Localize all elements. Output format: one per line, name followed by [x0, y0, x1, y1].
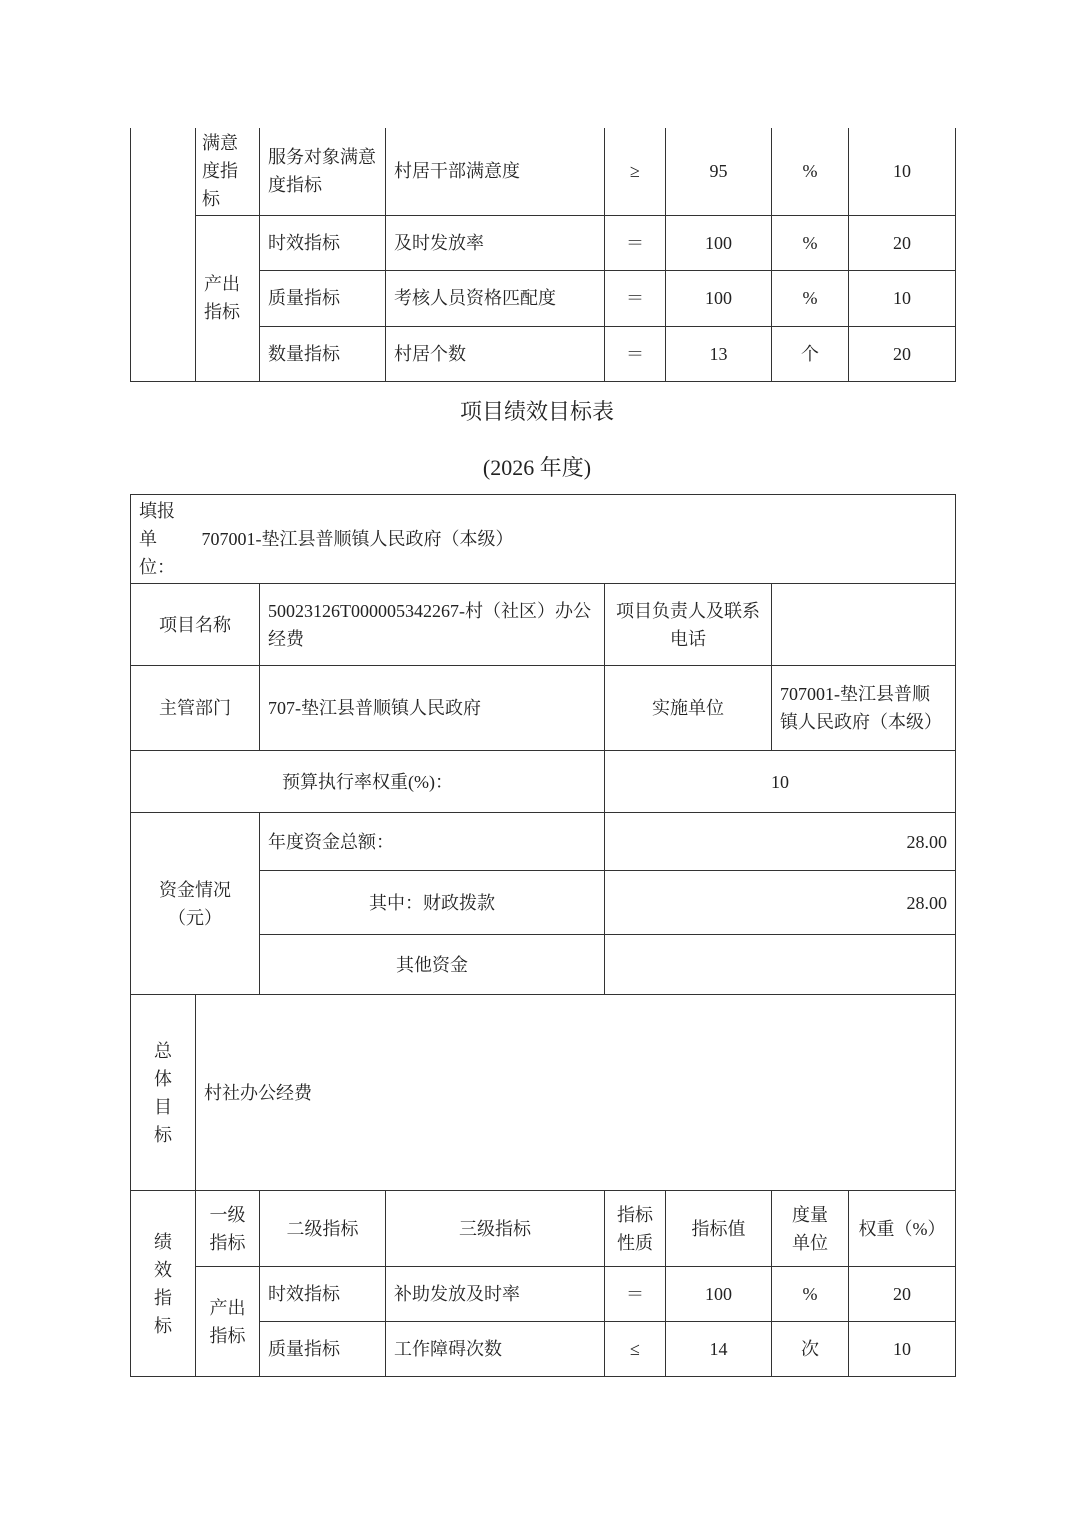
overall-goal-label: 总体目标: [131, 995, 196, 1191]
column-header: 一级指标: [196, 1191, 260, 1267]
table-row: [131, 1267, 956, 1322]
overall-goal-value: 村社办公经费: [196, 995, 956, 1191]
unit-cell: %: [772, 215, 849, 270]
contact-label: 项目负责人及联系电话: [605, 584, 772, 666]
column-header: 三级指标: [386, 1191, 605, 1267]
reporting-unit-label: 填报单位：: [139, 501, 175, 577]
operator-cell: ＝: [605, 326, 666, 381]
value-cell: 100: [666, 270, 772, 326]
operator-cell: ＝: [605, 270, 666, 326]
column-header: 指标值: [666, 1191, 772, 1267]
level3-cell: 村居干部满意度: [386, 128, 605, 215]
other-funds-label: 其他资金: [260, 935, 605, 995]
unit-cell: %: [772, 270, 849, 326]
unit-cell: 个: [772, 326, 849, 381]
unit-cell: %: [772, 1267, 849, 1322]
column-header: 指标性质: [605, 1191, 666, 1267]
level2-cell: 质量指标: [260, 270, 386, 326]
column-header: 权重（%）: [849, 1191, 956, 1267]
fiscal-funds-label: 其中：财政拨款: [260, 871, 605, 935]
value-cell: 14: [666, 1322, 772, 1377]
operator-cell: ≥: [605, 128, 666, 215]
total-funds-value: 28.00: [605, 813, 956, 871]
table-row: [131, 215, 956, 270]
table-row: [131, 495, 956, 584]
contact-value: [772, 584, 956, 666]
weight-cell: 20: [849, 215, 956, 270]
level2-cell: 时效指标: [260, 215, 386, 270]
funds-label: 资金情况（元）: [131, 813, 260, 995]
budget-rate-label: 预算执行率权重(%)：: [131, 751, 605, 813]
table-row: [131, 584, 956, 666]
page-title: 项目绩效目标表: [459, 399, 614, 424]
level1-cell: 产出指标: [196, 215, 260, 381]
table-row: [131, 666, 956, 751]
value-cell: 100: [666, 1267, 772, 1322]
table-header-row: [131, 1191, 956, 1267]
unit-cell: 次: [772, 1322, 849, 1377]
weight-cell: 10: [849, 128, 956, 215]
level3-cell: 补助发放及时率: [386, 1267, 605, 1322]
level2-cell: 数量指标: [260, 326, 386, 381]
project-name-label: 项目名称: [131, 584, 260, 666]
operator-cell: ＝: [605, 1267, 666, 1322]
level3-cell: 村居个数: [386, 326, 605, 381]
table-row: [131, 128, 956, 215]
blank-cell: [131, 128, 196, 381]
weight-cell: 20: [849, 1267, 956, 1322]
weight-cell: 10: [849, 270, 956, 326]
department-value: 707-垫江县普顺镇人民政府: [260, 666, 605, 751]
reporting-unit-value: 707001-垫江县普顺镇人民政府（本级）: [201, 529, 514, 549]
table-row: [131, 995, 956, 1191]
level2-cell: 服务对象满意度指标: [260, 128, 386, 215]
column-header: 二级指标: [260, 1191, 386, 1267]
previous-indicator-table: [130, 128, 956, 382]
table-row: [131, 751, 956, 813]
fiscal-funds-value: 28.00: [605, 871, 956, 935]
level1-cell: 产出指标: [196, 1267, 260, 1377]
column-header: 度量单位: [772, 1191, 849, 1267]
level1-cell: 满意度指标: [196, 128, 260, 215]
value-cell: 13: [666, 326, 772, 381]
implementing-unit-label: 实施单位: [605, 666, 772, 751]
project-name-value: 50023126T000005342267-村（社区）办公经费: [260, 584, 605, 666]
weight-cell: 10: [849, 1322, 956, 1377]
unit-cell: %: [772, 128, 849, 215]
level3-cell: 工作障碍次数: [386, 1322, 605, 1377]
budget-rate-value: 10: [605, 751, 956, 813]
level3-cell: 及时发放率: [386, 215, 605, 270]
total-funds-label: 年度资金总额：: [260, 813, 605, 871]
performance-target-table: [130, 494, 956, 1377]
value-cell: 95: [666, 128, 772, 215]
implementing-unit-value: 707001-垫江县普顺镇人民政府（本级）: [772, 666, 956, 751]
level2-cell: 质量指标: [260, 1322, 386, 1377]
indicator-label: 绩效指标: [131, 1191, 196, 1377]
table-row: [131, 813, 956, 871]
operator-cell: ≤: [605, 1322, 666, 1377]
weight-cell: 20: [849, 326, 956, 381]
level3-cell: 考核人员资格匹配度: [386, 270, 605, 326]
value-cell: 100: [666, 215, 772, 270]
operator-cell: ＝: [605, 215, 666, 270]
other-funds-value: [605, 935, 956, 995]
page-subtitle: (2026 年度): [482, 455, 592, 480]
level2-cell: 时效指标: [260, 1267, 386, 1322]
department-label: 主管部门: [131, 666, 260, 751]
reporting-unit-cell: [131, 495, 956, 584]
